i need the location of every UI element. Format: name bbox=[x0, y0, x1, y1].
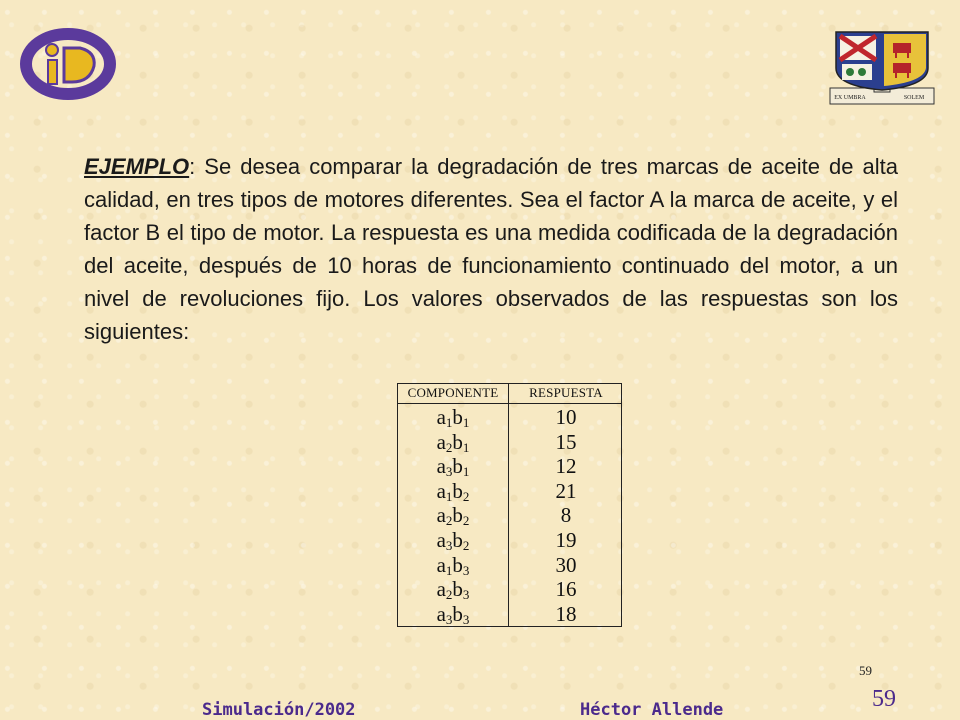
component-b-letter: b bbox=[452, 577, 463, 602]
table-body bbox=[398, 405, 621, 626]
component-b-letter: b bbox=[452, 552, 463, 577]
component-b-letter: b bbox=[452, 454, 463, 479]
component-a-letter: a bbox=[436, 601, 446, 626]
component-a-index: 3 bbox=[445, 611, 453, 627]
component-a-index: 1 bbox=[445, 562, 453, 578]
component-b-index: 2 bbox=[462, 513, 470, 529]
response-cell: 18 bbox=[555, 601, 577, 626]
page-number-small: 59 bbox=[859, 663, 872, 678]
component-a-letter: a bbox=[436, 527, 446, 552]
component-b-letter: b bbox=[452, 478, 463, 503]
response-cell: 10 bbox=[555, 405, 577, 429]
table-row bbox=[398, 528, 621, 553]
table-row bbox=[398, 405, 621, 430]
component-a-index: 3 bbox=[445, 464, 453, 480]
table-row bbox=[398, 577, 621, 602]
svg-text:SOLEM: SOLEM bbox=[903, 95, 925, 101]
component-a-letter: a bbox=[436, 454, 446, 479]
example-paragraph bbox=[84, 150, 898, 348]
component-b-index: 2 bbox=[462, 537, 470, 553]
example-label: EJEMPLO bbox=[84, 154, 190, 179]
component-a-index: 2 bbox=[445, 587, 453, 603]
component-a-index: 1 bbox=[445, 488, 453, 504]
table-header bbox=[398, 384, 621, 404]
component-a-letter: a bbox=[436, 552, 446, 577]
table-row bbox=[398, 479, 621, 504]
svg-text:EX UMBRA: EX UMBRA bbox=[834, 95, 866, 101]
footer-course: Simulación/2002 bbox=[202, 700, 356, 720]
response-cell: 19 bbox=[555, 527, 577, 552]
component-cell bbox=[398, 602, 508, 632]
component-a-index: 2 bbox=[445, 513, 453, 529]
component-a-letter: a bbox=[436, 503, 446, 528]
component-b-index: 3 bbox=[462, 562, 470, 578]
page-number-large: 59 bbox=[872, 686, 896, 712]
component-b-letter: b bbox=[452, 429, 463, 454]
component-a-index: 3 bbox=[445, 537, 453, 553]
component-b-letter: b bbox=[452, 503, 463, 528]
response-cell: 16 bbox=[555, 577, 577, 602]
component-b-letter: b bbox=[452, 405, 463, 429]
header-componente: COMPONENTE bbox=[407, 385, 499, 400]
component-a-index: 1 bbox=[445, 415, 453, 430]
response-cell: 21 bbox=[555, 478, 577, 503]
table-row bbox=[398, 503, 621, 528]
component-a-letter: a bbox=[436, 478, 446, 503]
table-row bbox=[398, 602, 621, 627]
component-a-letter: a bbox=[436, 577, 446, 602]
response-cell: 8 bbox=[560, 503, 572, 528]
response-cell: 30 bbox=[555, 552, 577, 577]
response-table bbox=[397, 383, 622, 627]
component-a-index: 2 bbox=[445, 439, 453, 455]
component-b-index: 1 bbox=[462, 415, 470, 430]
component-b-index: 2 bbox=[462, 488, 470, 504]
component-b-index: 1 bbox=[462, 464, 470, 480]
component-b-index: 3 bbox=[462, 587, 470, 603]
table-row bbox=[398, 430, 621, 455]
example-text: : Se desea comparar la degradación de tres marcas de aceite de alta calidad, en tres tipos de motores diferentes. Sea el factor A la marca de aceite, y el factor B el tipo de motor. La respuesta es una medida codificada de la degradación del aceite, después de 10 horas de funcionamiento continuado del motor, a un nivel de revoluciones fijo. Los valores observados de las respuestas son los siguientes: bbox=[84, 154, 898, 344]
response-cell: 15 bbox=[555, 429, 577, 454]
table-row bbox=[398, 454, 621, 479]
header-respuesta: RESPUESTA bbox=[529, 385, 603, 400]
university-crest bbox=[826, 28, 938, 110]
institution-logo bbox=[20, 24, 116, 100]
component-a-letter: a bbox=[436, 429, 446, 454]
component-b-index: 3 bbox=[462, 611, 470, 627]
component-b-index: 1 bbox=[462, 439, 470, 455]
footer-author: Héctor Allende bbox=[580, 700, 724, 720]
response-cell: 12 bbox=[555, 454, 577, 479]
table-row bbox=[398, 553, 621, 578]
component-b-letter: b bbox=[452, 527, 463, 552]
component-b-letter: b bbox=[452, 601, 463, 626]
component-a-letter: a bbox=[436, 405, 446, 429]
